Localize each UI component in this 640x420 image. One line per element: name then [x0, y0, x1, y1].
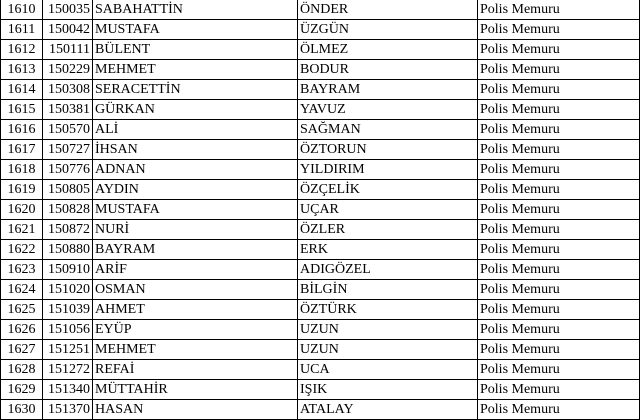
- row-number-cell: 1624: [1, 280, 43, 300]
- table-row: [1, 60, 640, 80]
- last-name-cell: ADIGÖZEL: [298, 260, 478, 280]
- first-name-cell: GÜRKAN: [93, 100, 298, 120]
- registry-number-cell: 150111: [43, 40, 93, 60]
- rank-title-cell: Polis Memuru: [478, 180, 640, 200]
- row-number-cell: 1629: [1, 380, 43, 400]
- table-row: [1, 200, 640, 220]
- last-name-cell: UZUN: [298, 320, 478, 340]
- row-number-cell: 1623: [1, 260, 43, 280]
- row-number-cell: 1617: [1, 140, 43, 160]
- registry-number-cell: 150880: [43, 240, 93, 260]
- table-row: [1, 160, 640, 180]
- last-name-cell: IŞIK: [298, 380, 478, 400]
- last-name-cell: BODUR: [298, 60, 478, 80]
- first-name-cell: REFAİ: [93, 360, 298, 380]
- row-number-cell: 1625: [1, 300, 43, 320]
- table-row: [1, 100, 640, 120]
- last-name-cell: UCA: [298, 360, 478, 380]
- personnel-table-body: [1, 0, 640, 420]
- last-name-cell: ATALAY: [298, 400, 478, 420]
- first-name-cell: ALİ: [93, 120, 298, 140]
- rank-title-cell: Polis Memuru: [478, 140, 640, 160]
- table-row: [1, 340, 640, 360]
- registry-number-cell: 151251: [43, 340, 93, 360]
- table-row: [1, 380, 640, 400]
- first-name-cell: NURİ: [93, 220, 298, 240]
- row-number-cell: 1615: [1, 100, 43, 120]
- rank-title-cell: Polis Memuru: [478, 160, 640, 180]
- first-name-cell: MEHMET: [93, 340, 298, 360]
- registry-number-cell: 150229: [43, 60, 93, 80]
- rank-title-cell: Polis Memuru: [478, 200, 640, 220]
- row-number-cell: 1612: [1, 40, 43, 60]
- row-number-cell: 1614: [1, 80, 43, 100]
- last-name-cell: YAVUZ: [298, 100, 478, 120]
- last-name-cell: ÖZÇELİK: [298, 180, 478, 200]
- table-row: [1, 180, 640, 200]
- registry-number-cell: 151272: [43, 360, 93, 380]
- registry-number-cell: 150828: [43, 200, 93, 220]
- row-number-cell: 1627: [1, 340, 43, 360]
- last-name-cell: ÖNDER: [298, 0, 478, 20]
- row-number-cell: 1610: [1, 0, 43, 20]
- first-name-cell: EYÜP: [93, 320, 298, 340]
- table-row: [1, 120, 640, 140]
- table-row: [1, 220, 640, 240]
- registry-number-cell: 150776: [43, 160, 93, 180]
- rank-title-cell: Polis Memuru: [478, 60, 640, 80]
- registry-number-cell: 150805: [43, 180, 93, 200]
- last-name-cell: ÖZTORUN: [298, 140, 478, 160]
- rank-title-cell: Polis Memuru: [478, 360, 640, 380]
- first-name-cell: OSMAN: [93, 280, 298, 300]
- first-name-cell: ARİF: [93, 260, 298, 280]
- table-row: [1, 240, 640, 260]
- row-number-cell: 1619: [1, 180, 43, 200]
- table-row: [1, 80, 640, 100]
- first-name-cell: ADNAN: [93, 160, 298, 180]
- rank-title-cell: Polis Memuru: [478, 400, 640, 420]
- rank-title-cell: Polis Memuru: [478, 40, 640, 60]
- row-number-cell: 1622: [1, 240, 43, 260]
- table-row: [1, 140, 640, 160]
- first-name-cell: BAYRAM: [93, 240, 298, 260]
- rank-title-cell: Polis Memuru: [478, 80, 640, 100]
- first-name-cell: MÜTTAHİR: [93, 380, 298, 400]
- first-name-cell: MUSTAFA: [93, 20, 298, 40]
- first-name-cell: MUSTAFA: [93, 200, 298, 220]
- row-number-cell: 1611: [1, 20, 43, 40]
- registry-number-cell: 151020: [43, 280, 93, 300]
- last-name-cell: BİLGİN: [298, 280, 478, 300]
- last-name-cell: SAĞMAN: [298, 120, 478, 140]
- rank-title-cell: Polis Memuru: [478, 320, 640, 340]
- first-name-cell: İHSAN: [93, 140, 298, 160]
- row-number-cell: 1621: [1, 220, 43, 240]
- row-number-cell: 1613: [1, 60, 43, 80]
- rank-title-cell: Polis Memuru: [478, 380, 640, 400]
- first-name-cell: SERACETTİN: [93, 80, 298, 100]
- table-row: [1, 280, 640, 300]
- registry-number-cell: 150570: [43, 120, 93, 140]
- table-row: [1, 300, 640, 320]
- rank-title-cell: Polis Memuru: [478, 20, 640, 40]
- registry-number-cell: 150727: [43, 140, 93, 160]
- table-row: [1, 40, 640, 60]
- row-number-cell: 1626: [1, 320, 43, 340]
- rank-title-cell: Polis Memuru: [478, 280, 640, 300]
- last-name-cell: ÖLMEZ: [298, 40, 478, 60]
- registry-number-cell: 150381: [43, 100, 93, 120]
- first-name-cell: MEHMET: [93, 60, 298, 80]
- registry-number-cell: 150308: [43, 80, 93, 100]
- rank-title-cell: Polis Memuru: [478, 0, 640, 20]
- row-number-cell: 1630: [1, 400, 43, 420]
- first-name-cell: BÜLENT: [93, 40, 298, 60]
- registry-number-cell: 151039: [43, 300, 93, 320]
- first-name-cell: HASAN: [93, 400, 298, 420]
- first-name-cell: AHMET: [93, 300, 298, 320]
- table-row: [1, 320, 640, 340]
- rank-title-cell: Polis Memuru: [478, 340, 640, 360]
- registry-number-cell: 151340: [43, 380, 93, 400]
- rank-title-cell: Polis Memuru: [478, 240, 640, 260]
- registry-number-cell: 151056: [43, 320, 93, 340]
- row-number-cell: 1618: [1, 160, 43, 180]
- rank-title-cell: Polis Memuru: [478, 220, 640, 240]
- last-name-cell: YILDIRIM: [298, 160, 478, 180]
- table-row: [1, 20, 640, 40]
- row-number-cell: 1620: [1, 200, 43, 220]
- row-number-cell: 1616: [1, 120, 43, 140]
- last-name-cell: ÖZLER: [298, 220, 478, 240]
- last-name-cell: UÇAR: [298, 200, 478, 220]
- first-name-cell: SABAHATTİN: [93, 0, 298, 20]
- registry-number-cell: 150035: [43, 0, 93, 20]
- last-name-cell: UZUN: [298, 340, 478, 360]
- registry-number-cell: 150042: [43, 20, 93, 40]
- first-name-cell: AYDIN: [93, 180, 298, 200]
- last-name-cell: ERK: [298, 240, 478, 260]
- registry-number-cell: 150872: [43, 220, 93, 240]
- rank-title-cell: Polis Memuru: [478, 100, 640, 120]
- rank-title-cell: Polis Memuru: [478, 300, 640, 320]
- table-row: [1, 360, 640, 380]
- last-name-cell: ÖZTÜRK: [298, 300, 478, 320]
- rank-title-cell: Polis Memuru: [478, 120, 640, 140]
- row-number-cell: 1628: [1, 360, 43, 380]
- table-row: [1, 260, 640, 280]
- last-name-cell: BAYRAM: [298, 80, 478, 100]
- registry-number-cell: 150910: [43, 260, 93, 280]
- table-row: [1, 0, 640, 20]
- registry-number-cell: 151370: [43, 400, 93, 420]
- rank-title-cell: Polis Memuru: [478, 260, 640, 280]
- last-name-cell: ÜZGÜN: [298, 20, 478, 40]
- table-row: [1, 400, 640, 420]
